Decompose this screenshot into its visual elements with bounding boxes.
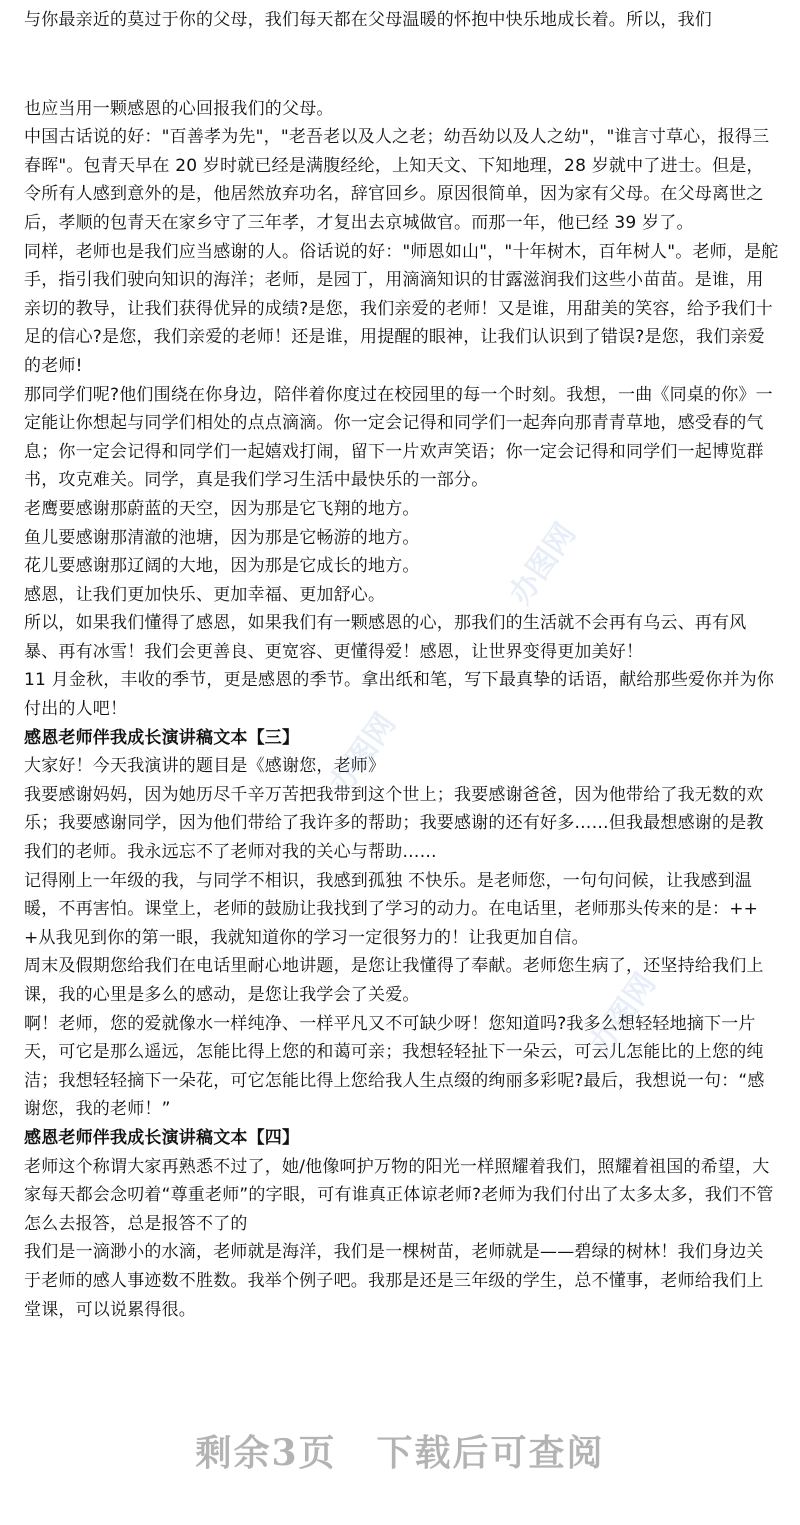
section-heading-3: 感恩老师伴我成长演讲稿文本【三】 [24, 727, 300, 748]
document-body [24, 6, 780, 1324]
paragraph: 花儿要感谢那辽阔的大地，因为那是它成长的地方。 [24, 556, 420, 577]
paragraph: 我要感谢妈妈，因为她历尽千辛万苦把我带到这个世上；我要感谢爸爸，因为他带给了我无数的欢乐；我要感谢同学，因为他们带给了我许多的帮助；我要感谢的还有好多……但我最想感谢的是教我们的老师。我永远忘不了老师对我的关心与帮助…… [24, 784, 764, 863]
paragraph: 我们是一滴渺小的水滴，老师就是海洋，我们是一棵树苗，老师就是——碧绿的树林！我们身边关于老师的感人事迹数不胜数。我举个例子吧。我那是还是三年级的学生，总不懂事，老师给我们上堂课，可以说累得很。 [24, 1242, 764, 1320]
paragraph: 也应当用一颗感恩的心回报我们的父母。 [24, 98, 334, 119]
paragraph: 那同学们呢?他们围绕在你身边，陪伴着你度过在校园里的每一个时刻。我想，一曲《同桌的你》一定能让你想起与同学们相处的点点滴滴。你一定会记得和同学们一起奔向那青青草地，感受春的气息；你一定会记得和同学们一起嬉戏打闹，留下一片欢声笑语；你一定会记得和同学们一起博览群书，攻克难关。同学，真是我们学习生活中最快乐的一部分。 [24, 384, 773, 491]
download-hint-label: 下载后可查阅 [376, 1432, 605, 1474]
paragraph: 记得刚上一年级的我，与同学不相识，我感到孤独 不快乐。是老师您，一句句问候，让我感到温暖，不再害怕。课堂上，老师的鼓励让我找到了学习的动力。在电话里，老师那头传来的是：+++从我见到你的第一眼，我就知道你的学习一定很努力的！让我更加自信。 [24, 870, 759, 948]
paragraph: 大家好！今天我演讲的题目是《感谢您，老师》 [24, 756, 386, 777]
download-prompt[interactable] [0, 1425, 800, 1476]
paragraph: 与你最亲近的莫过于你的父母，我们每天都在父母温暖的怀抱中快乐地成长着。所以，我们 [24, 10, 712, 30]
section-heading-4: 感恩老师伴我成长演讲稿文本【四】 [24, 1127, 300, 1148]
paragraph: 中国古话说的好："百善孝为先"，"老吾老以及人之老；幼吾幼以及人之幼"，"谁言寸草心，报得三春晖"。包青天早在 20 岁时就已经是满腹经纶，上知天文、下知地理，28 岁就中了进士。但是，令所有人感到意外的是，他居然放弃功名，辞官回乡。原因很简单，因为家有父母。在父母离世之后，孝顺的包青天在家乡守了三年孝，才复出去京城做官。而那一年，他已经 39 岁了。 [24, 127, 770, 233]
paragraph: 11 月金秋，丰收的季节，更是感恩的季节。拿出纸和笔，写下最真挚的话语，献给那些爱你并为你付出的人吧！ [24, 670, 775, 720]
paragraph: 同样，老师也是我们应当感谢的人。俗话说的好："师恩如山"，"十年树木，百年树人"。老师，是舵手，指引我们驶向知识的海洋；老师，是园丁，用滴滴知识的甘露滋润我们这些小苗苗。是谁，用亲切的教导，让我们获得优异的成绩?是您，我们亲爱的老师！又是谁，用甜美的笑容，给予我们十足的信心?是您，我们亲爱的老师！还是谁，用提醒的眼神，让我们认识到了错误?是您，我们亲爱的老师! [24, 241, 779, 376]
paragraph: 老师这个称谓大家再熟悉不过了，她/他像呵护万物的阳光一样照耀着我们，照耀着祖国的希望，大家每天都会念叨着“尊重老师”的字眼，可有谁真正体谅老师?老师为我们付出了太多太多，我们不管怎么去报答，总是报答不了的 [24, 1156, 774, 1234]
remaining-pages-label: 剩余3页 [195, 1432, 337, 1474]
paragraph: 啊！老师，您的爱就像水一样纯净、一样平凡又不可缺少呀！您知道吗?我多么想轻轻地摘下一片天，可它是那么遥远，怎能比得上您的和蔼可亲；我想轻轻扯下一朵云，可云儿怎能比的上您的纯洁；我想轻轻摘下一朵花，可它怎能比得上您给我人生点缀的绚丽多彩呢?最后，我想说一句：“感谢您，我的老师！” [24, 1013, 765, 1120]
watermark: 办图网 [502, 517, 584, 611]
paragraph: 老鹰要感谢那蔚蓝的天空，因为那是它飞翔的地方。 [24, 498, 420, 519]
watermark: 办图网 [322, 707, 404, 801]
paragraph: 周末及假期您给我们在电话里耐心地讲题，是您让我懂得了奉献。老师您生病了，还坚持给我们上课，我的心里是多么的感动，是您让我学会了关爱。 [24, 956, 764, 1005]
watermark: 办图网 [582, 967, 664, 1061]
paragraph: 感恩，让我们更加快乐、更加幸福、更加舒心。 [24, 584, 386, 605]
paragraph: 鱼儿要感谢那清澈的池塘，因为那是它畅游的地方。 [24, 527, 420, 548]
paragraph: 所以，如果我们懂得了感恩，如果我们有一颗感恩的心，那我们的生活就不会再有乌云、再有风暴、再有冰雪！我们会更善良、更宽容、更懂得爱！感恩，让世界变得更加美好！ [24, 613, 747, 662]
